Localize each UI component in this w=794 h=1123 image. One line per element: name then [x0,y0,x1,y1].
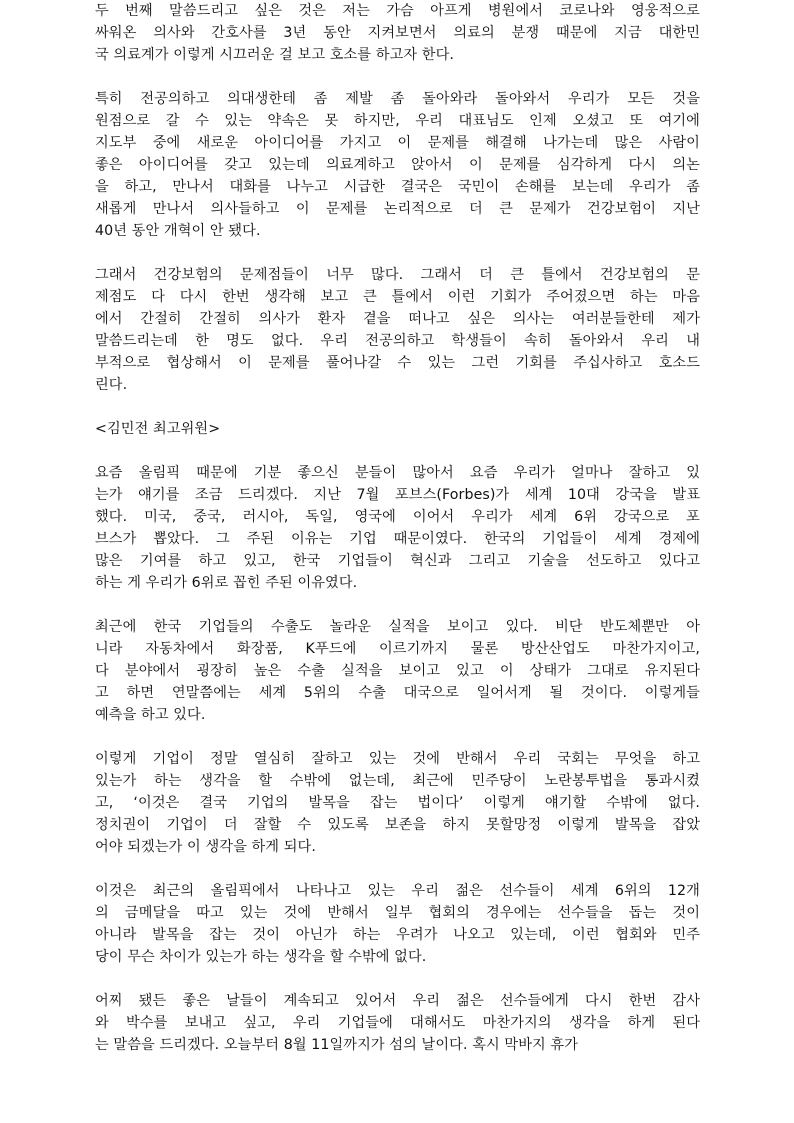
text-line: 고, ‘이것은 결국 기업의 발목을 잡는 법이다’ 이렇게 얘기할 수밖에 없다. [95,795,700,811]
text-line: 이것은 최근의 올림픽에서 나타나고 있는 우리 젊은 선수들이 세계 6위의 12개 [95,883,700,899]
text-line: 어야 되겠는가 이 생각을 하게 되다. [95,839,316,855]
text-line: 에서 간절히 간절히 의사가 환자 곁을 떠나고 싶은 의사는 여러분들한테 제가 [95,311,700,327]
text-line: 정치권이 기업이 더 잘할 수 있도록 보존을 하지 못할망정 이렇게 발목을 잡았 [95,817,700,833]
paragraph [95,748,700,858]
text-line: 특히 전공의하고 의대생한테 좀 제발 좀 돌아와라 돌아와서 우리가 모든 것을 [95,91,700,107]
text-line: 와 박수를 보내고 싶고, 우리 기업들에 대해서도 마찬가지의 생각을 하게 된다 [95,1015,700,1031]
text-line: 아니라 발목을 잡는 것이 아닌가 하는 우려가 나오고 있는데, 이런 협회와 민주 [95,927,700,943]
text-line: 부적으로 협상해서 이 문제를 풀어나갈 수 있는 그런 기회를 주십사하고 호소드 [95,355,700,371]
text-line: 이렇게 기업이 정말 열심히 잘하고 있는 것에 반해서 우리 국회는 무엇을 하고 [95,751,700,767]
text-line: 많은 기여를 하고 있고, 한국 기업들이 혁신과 그리고 기술을 선도하고 있다고 [95,553,700,569]
text-line: 싸워온 의사와 간호사를 3년 동안 지켜보면서 의료의 분쟁 때문에 지금 대한민 [95,25,700,41]
text-line: 원점으로 갈 수 있는 약속은 못 하지만, 우리 대표님도 인제 오셨고 또 여기에 [95,113,700,129]
text-line: 새롭게 만나서 의사들하고 이 문제를 논리적으로 더 큰 문제가 건강보험이 지난 [95,201,700,217]
text-line: 린다. [95,377,128,393]
text-line: 예측을 하고 있다. [95,707,206,723]
text-line: 브스가 뽑았다. 그 주된 이유는 기업 때문이였다. 한국의 기업들이 세계 경제에 [95,531,700,547]
text-line: 요즘 올림픽 때문에 기분 좋으신 분들이 많아서 요즘 우리가 얼마나 잘하고 있 [95,465,700,481]
paragraph [95,616,700,726]
paragraph [95,880,700,968]
text-line: 했다. 미국, 중국, 러시아, 독일, 영국에 이어서 우리가 세계 6위 강국으로 포 [95,509,700,525]
paragraph [95,0,700,66]
paragraph [95,264,700,396]
text-line: 있는가 하는 생각을 할 수밖에 없는데, 최근에 민주당이 노란봉투법을 통과시켰 [95,773,700,789]
text-line: <김민전 최고위원> [95,421,221,437]
paragraph [95,462,700,594]
text-line: 말씀드리는데 한 명도 없다. 우리 전공의하고 학생들이 속히 돌아와서 우리 내 [95,333,700,349]
text-line: 제점도 다 다시 한번 생각해 보고 큰 틀에서 이런 기회가 주어졌으면 하는 마음 [95,289,700,305]
text-line: 당이 무슨 차이가 있는가 하는 생각을 할 수밖에 없다. [95,949,427,965]
document-body [95,0,700,1056]
paragraph [95,88,700,242]
text-line: 두 번째 말씀드리고 싶은 것은 저는 가슴 아프게 병원에서 코로나와 영웅적으로 [95,3,700,19]
text-line: 지도부 중에 새로운 아이디어를 가지고 이 문제를 해결해 나가는데 많은 사람이 [95,135,700,151]
text-line: 좋은 아이디어를 갖고 있는데 의료계하고 앉아서 이 문제를 심각하게 다시 의논 [95,157,700,173]
text-line: 40년 동안 개혁이 안 됐다. [95,223,261,239]
text-line: 는가 얘기를 조금 드리겠다. 지난 7월 포브스(Forbes)가 세계 10대 강국을 발표 [95,487,700,503]
paragraph [95,418,700,440]
text-line: 의 금메달을 따고 있는 것에 반해서 일부 협회의 경우에는 선수들을 돕는 것이 [95,905,700,921]
text-line: 을 하고, 만나서 대화를 나누고 시급한 결국은 국민이 손해를 보는데 우리가 좀 [95,179,700,195]
text-line: 하는 게 우리가 6위로 꼽힌 주된 이유였다. [95,575,358,591]
paragraph [95,990,700,1056]
text-line: 국 의료계가 이렇게 시끄러운 걸 보고 호소를 하고자 한다. [95,47,455,63]
text-line: 는 말씀을 드리겠다. 오늘부터 8월 11일까지가 섬의 날이다. 혹시 막바지 휴가 [95,1037,579,1053]
document-page [95,0,700,1078]
text-line: 니라 자동차에서 화장품, K푸드에 이르기까지 물론 방산산업도 마찬가지이고, [95,641,700,657]
text-line: 최근에 한국 기업들의 수출도 놀라운 실적을 보이고 있다. 비단 반도체뿐만 아 [95,619,700,635]
text-line: 다 분야에서 굉장히 높은 수출 실적을 보이고 있고 이 상태가 그대로 유지된다 [95,663,700,679]
text-line: 어찌 됐든 좋은 날들이 계속되고 있어서 우리 젊은 선수들에게 다시 한번 감사 [95,993,700,1009]
text-line: 고 하면 연말쯤에는 세계 5위의 수출 대국으로 일어서게 될 것이다. 이렇게들 [95,685,700,701]
text-line: 그래서 건강보험의 문제점들이 너무 많다. 그래서 더 큰 틀에서 건강보험의 문 [95,267,700,283]
